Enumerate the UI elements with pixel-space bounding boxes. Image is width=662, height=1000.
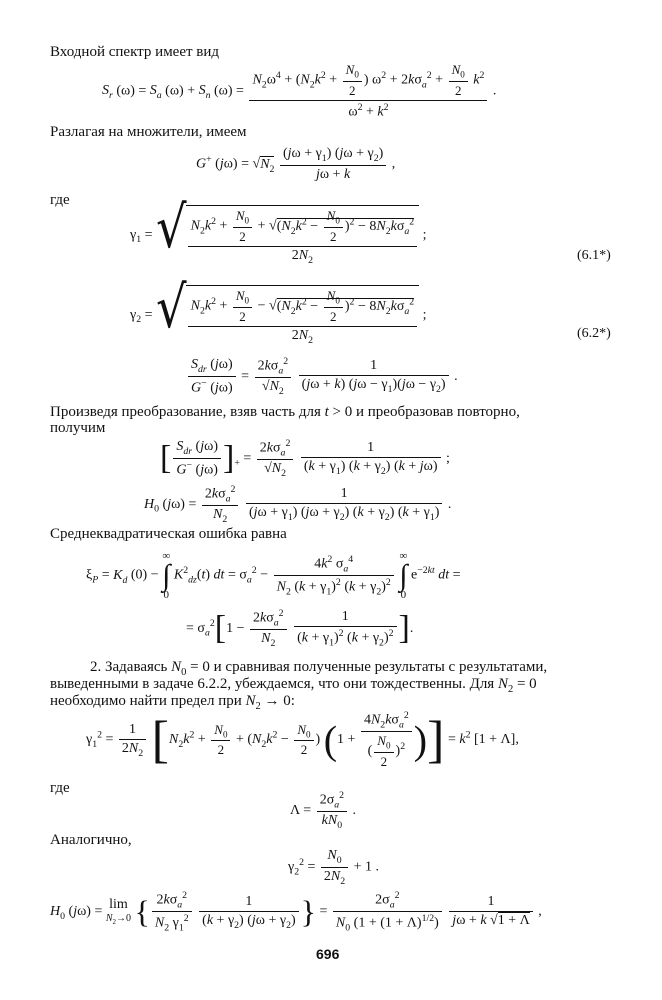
- equation-lambda: Λ = $\frac{2\sigma_a^2}{kN_0}$ .: [290, 790, 357, 832]
- task2-var: N: [171, 659, 182, 675]
- paragraph-input-spectrum: Входной спектр имеет вид: [50, 44, 220, 60]
- equation-h0: $H_0$ (jω) = $\frac{2k\sigma_a^2}{N_2}$ $\frac{1}{(j\omega + \gamma_1) (j\omega + \gamma_2) (k + \gamma_2) (k + \gamma_1)}$ .: [144, 484, 452, 526]
- equation-h0-limit: $H_0$ (jω) = lim $N_2\to 0$ { $\frac{2k\sigma_a^2}{N_2 \gamma_1^2}$ $\frac{1}{(k + \gamma_2) (j\omega + \gamma_2)}$ } = $\frac{2\sigma_a^2}{N_0 (1 + (1 + \Lambda)^{1/2})}$ $\frac{1}{j\omega + k √1 + \Lambda}$ ,: [50, 890, 542, 934]
- paragraph-factorize: Разлагая на множители, имеем: [50, 124, 247, 140]
- paragraph-transform-var: t: [324, 404, 329, 420]
- paragraph-transform-text: Произведя преобразование, взяв часть для: [50, 404, 321, 420]
- equation-gamma2: $\gamma_2$ = √ $N_2k^2$ + $\frac{N_0}{2}$ − $√(N_2k^2$ − $\frac{N_0}{2}$ )$^2 - 8N_2k\sigma_a^2$ $2N_2$ ;: [130, 274, 427, 346]
- equation-label-6-2: (6.2*): [577, 326, 611, 341]
- paragraph-transform: [50, 404, 520, 421]
- page-number: 696: [316, 946, 340, 962]
- paragraph-similarly: Аналогично,: [50, 832, 132, 848]
- label-where-2: где: [50, 780, 70, 796]
- task2-line3-text: необходимо найти предел при: [50, 693, 242, 709]
- equation-sdr-over-gminus: $\frac{S_{dr} (j\omega)}{G^- (j\omega)}$ = $\frac{2k\sigma_a^2}{√N_2}$ $\frac{1}{(j\omega + k) (j\omega - \gamma_1)(j\omega - \gamma_2)}$ .: [186, 356, 458, 397]
- task2-line3-var: N: [245, 693, 256, 709]
- task2-line2-rest: = 0: [516, 676, 537, 692]
- equation-gamma2-squared: $\gamma_2^2$ = $\frac{N_0}{2N_2}$ + 1 .: [288, 848, 380, 887]
- paragraph-task2-line3: необходимо найти предел при $N_2 \to 0$:: [50, 693, 295, 712]
- equation-gamma1-squared: $\gamma_1^2$ = $\frac{1}{2N_2}$ [$N_2k^2$ + $\frac{N_0}{2}$ + ($N_2k^2$ − $\frac{N_0}{2}$ ) (1 + $4N_2k\sigma_a^2$ ( $\frac{N_0}{2}$ )$^2$ )] = $k^2$ [1 + Λ],: [86, 710, 519, 770]
- equation-mse: $\xi_P = K_d$ (0) − ∞ ∫ 0 $K^2_{dz}(t)$ dt = $\sigma_a^2$ − $\frac{4k^2 \sigma_a^4}{N_2 (k + \gamma_1)^2 (k + \gamma_2)^2}$ ∞ ∫ 0 $e^{-2kt}$ dt =: [86, 550, 461, 601]
- paragraph-obtain: получим: [50, 420, 106, 436]
- equation-input-spectrum: $S_r$ $(\omega) = S_a$ $(\omega) + S_n$ (ω) = $N_2\omega^4 + (N_2k^2$ + $\frac{N_0}{2}$ ) $\omega^2 + 2k\sigma_a^2$ + $\frac{N_0}{2}$ $k^2$ $\omega^2 + k^2$ .: [102, 62, 497, 120]
- task2-line2-text: выведенными в задаче 6.2.2, убеждаемся, что они тождественны. Для: [50, 676, 495, 692]
- equation-causal-part: [ $\frac{S_{dr} (j\omega)}{G^- (j\omega)}$ ]$_+$ = $\frac{2k\sigma_a^2}{√N_2}$ $\frac{1}{(k + \gamma_1) (k + \gamma_2) (k + j\omega)}$ ;: [160, 438, 450, 480]
- equation-label-6-1: (6.1*): [577, 248, 611, 263]
- paragraph-task2-line1: 2. Задаваясь $N_0 = 0$ и сравнивая полученные результаты с результатами,: [90, 659, 548, 678]
- paragraph-task2-line2: выведенными в задаче 6.2.2, убеждаемся, что они тождественны. Для $N_2 = 0$: [50, 676, 537, 695]
- label-where-1: где: [50, 192, 70, 208]
- paragraph-transform-rest: > 0 и преобразовав повторно,: [332, 404, 520, 420]
- task2-line2-var: N: [497, 676, 508, 692]
- task2-line3-rest: → 0:: [264, 693, 295, 709]
- equation-mse-result: = $\sigma_a^2[1$ − $\frac{2k\sigma_a^2}{N_2}$ $\frac{1}{(k + \gamma_1)^2 (k + \gamma_2)^2}$ ].: [186, 608, 414, 650]
- task2-text: 2. Задаваясь: [90, 659, 168, 675]
- equation-g-plus: G+ $(j\omega) = √N_2$ $\frac{(j\omega + \gamma_1) (j\omega + \gamma_2)}{j\omega + k}$ ,: [196, 146, 396, 182]
- equation-gamma1: $\gamma_1$ = √ $N_2k^2$ + $\frac{N_0}{2}$ + $√(N_2k^2$ − $\frac{N_0}{2}$ )$^2 - 8N_2k\sigma_a^2$ $2N_2$ ;: [130, 194, 427, 266]
- task2-rest: = 0 и сравнивая полученные результаты с результатами,: [190, 659, 548, 675]
- paragraph-mse: Среднеквадратическая ошибка равна: [50, 526, 287, 542]
